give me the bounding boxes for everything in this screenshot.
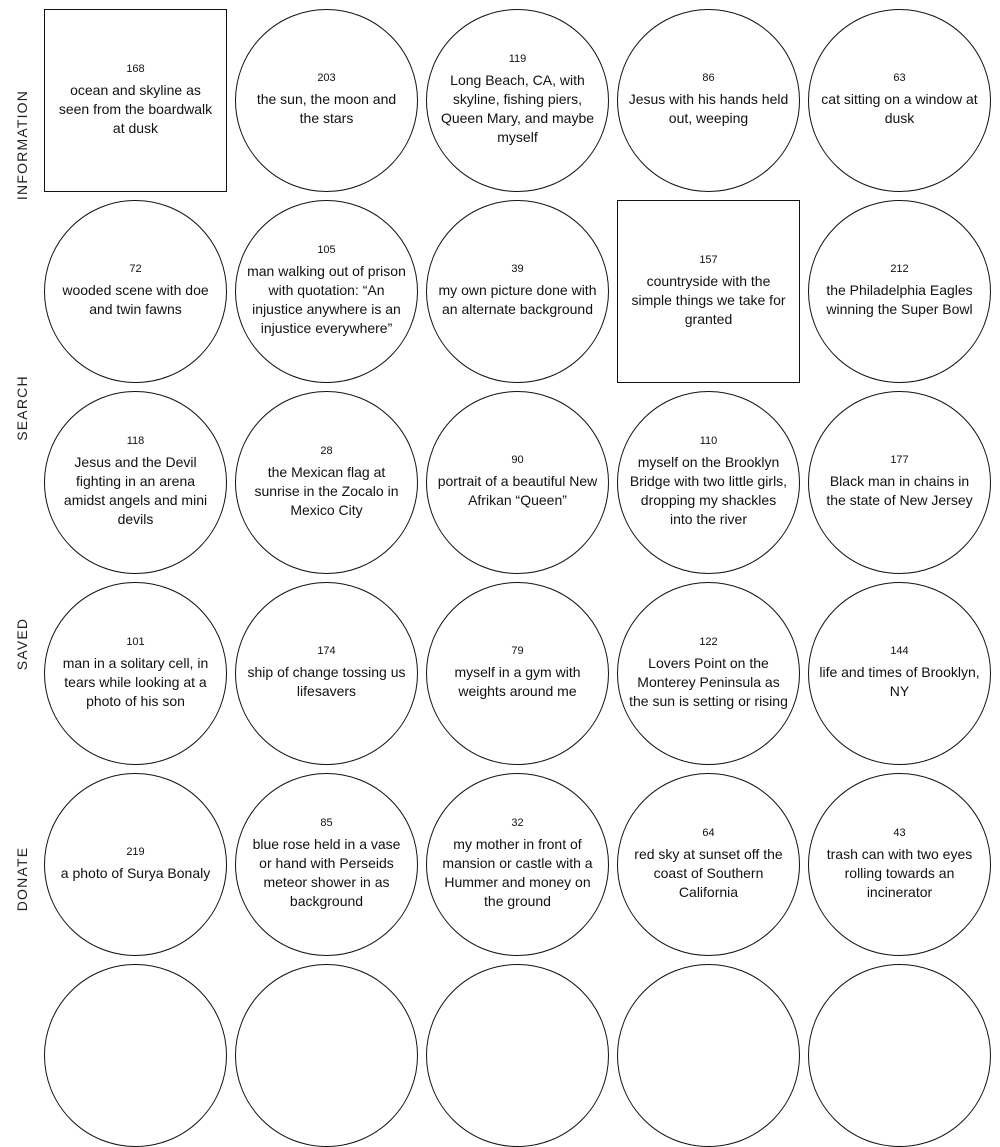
tile-description: a photo of Surya Bonaly [60,864,211,881]
tile-description: the Mexican flag at sunrise in the Zocalo in Mexico City [254,463,399,518]
tile-number: 101 [126,635,145,648]
tile-description: ship of change tossing us lifesavers [247,664,406,699]
tile-description: the Philadelphia Eagles winning the Super Bowl [826,282,973,317]
request-tile[interactable] [617,391,800,574]
tile-number: 174 [317,645,336,657]
tile-description: blue rose held in a vase or hand with Perseids meteor shower in as background [252,836,401,909]
tile-description: man walking out of prison with quotation: “An injustice anywhere is an injustice everywhere” [247,263,406,336]
tile-description: myself on the Brooklyn Bridge with two little girls, dropping my shackles into the river [629,454,788,527]
request-tile[interactable] [44,9,227,192]
request-tile[interactable] [808,9,991,192]
tile-number: 122 [699,635,718,648]
tile-description: Jesus and the Devil fighting in an arena amidst angels and mini devils [63,454,208,527]
tile-description: cat sitting on a window at dusk [821,91,978,126]
request-tile[interactable] [44,391,227,574]
tile-number: 203 [317,72,336,84]
tile-description: Lovers Point on the Monterey Peninsula as the sun is setting or rising [629,654,788,709]
request-tile[interactable] [235,391,418,574]
tile-number: 157 [699,253,718,266]
request-tile[interactable] [426,200,609,383]
tile-description: wooded scene with doe and twin fawns [62,282,209,317]
request-tile[interactable] [617,773,800,956]
tile-number: 72 [129,263,142,275]
tile-description: Long Beach, CA, with skyline, fishing piers, Queen Mary, and maybe myself [440,72,595,145]
tile-description: portrait of a beautiful New Afrikan “Queen” [437,473,598,508]
request-tile[interactable] [44,773,227,956]
tile-number: 32 [511,817,524,829]
tile-number: 144 [890,645,909,657]
request-tile[interactable] [808,200,991,383]
request-tile[interactable] [235,9,418,192]
request-tile[interactable] [426,9,609,192]
request-tile[interactable] [235,200,418,383]
tile-number: 79 [511,645,524,657]
nav-search[interactable]: SEARCH [14,375,30,441]
request-tile[interactable] [808,773,991,956]
tile-number: 118 [126,435,145,447]
tile-number: 90 [511,454,524,466]
request-tile[interactable] [617,9,800,192]
side-navigation [0,0,44,1000]
request-grid [44,9,1000,1000]
tile-number: 85 [320,817,333,829]
tile-description: ocean and skyline as seen from the boardwalk at dusk [58,81,213,136]
nav-saved[interactable]: SAVED [14,617,30,671]
request-tile[interactable] [808,964,991,1147]
request-tile[interactable] [235,582,418,765]
tile-number: 63 [893,72,906,84]
tile-description: Black man in chains in the state of New Jersey [826,473,973,508]
nav-donate[interactable]: DONATE [14,846,30,912]
request-tile[interactable] [617,200,800,383]
tile-number: 119 [508,53,527,65]
request-tile[interactable] [617,582,800,765]
tile-description: man in a solitary cell, in tears while looking at a photo of his son [62,654,209,709]
tile-number: 219 [126,845,145,858]
tile-number: 212 [890,263,909,275]
tile-number: 177 [890,454,909,466]
request-tile[interactable] [426,773,609,956]
request-tile[interactable] [235,773,418,956]
request-tile[interactable] [426,964,609,1147]
tile-description: my own picture done with an alternate background [438,282,597,317]
request-tile[interactable] [44,582,227,765]
request-tile[interactable] [808,391,991,574]
tile-description: trash can with two eyes rolling towards an incinerator [826,845,973,900]
tile-number: 105 [317,244,336,256]
request-tile[interactable] [44,964,227,1147]
tile-number: 64 [702,826,715,839]
request-tile[interactable] [426,582,609,765]
tile-description: the sun, the moon and the stars [256,91,397,126]
tile-description: countryside with the simple things we take for granted [631,272,786,327]
tile-number: 28 [320,444,333,457]
tile-number: 110 [699,435,718,447]
tile-description: myself in a gym with weights around me [454,664,581,699]
tile-description: life and times of Brooklyn, NY [819,664,980,699]
tile-description: my mother in front of mansion or castle with a Hummer and money on the ground [442,836,593,909]
request-tile[interactable] [617,964,800,1147]
tile-description: red sky at sunset off the coast of Southern California [634,845,783,900]
tile-description: Jesus with his hands held out, weeping [628,91,789,126]
tile-number: 86 [702,72,715,84]
tile-number: 43 [893,826,906,839]
request-tile[interactable] [426,391,609,574]
tile-number: 168 [126,62,145,75]
tile-number: 39 [511,263,524,275]
request-tile[interactable] [44,200,227,383]
request-tile[interactable] [235,964,418,1147]
nav-information[interactable]: INFORMATION [14,89,30,201]
request-tile[interactable] [808,582,991,765]
